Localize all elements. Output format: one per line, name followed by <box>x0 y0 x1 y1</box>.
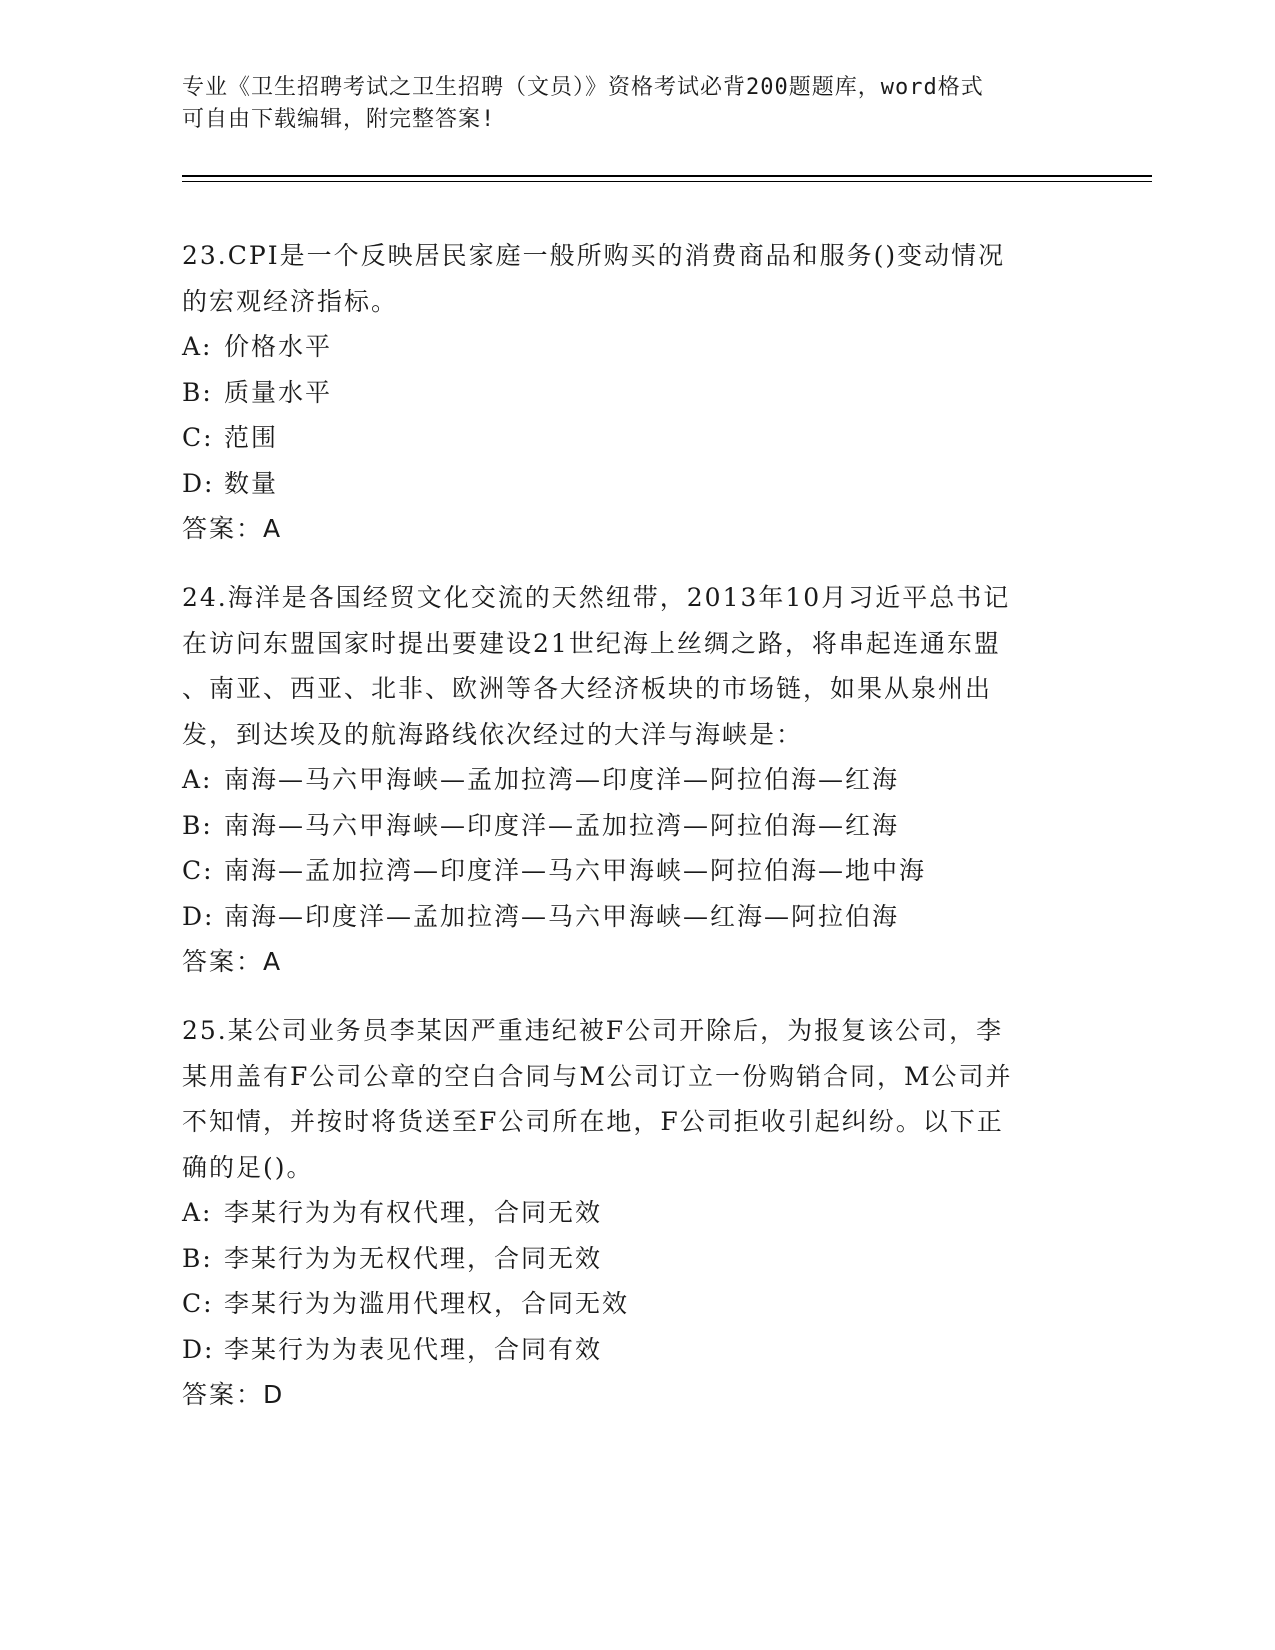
option-text: 价格水平 <box>224 332 333 361</box>
question-stem-line: 在访问东盟国家时提出要建设21世纪海上丝绸之路，将串起连通东盟 <box>182 628 1001 658</box>
question-stem-line: 24.海洋是各国经贸文化交流的天然纽带，2013年10月习近平总书记 <box>182 583 1011 612</box>
header-line-2: 可自由下载编辑，附完整答案! <box>182 107 496 132</box>
option-d <box>182 461 1082 507</box>
question-25 <box>182 1008 1082 1418</box>
answer-label: 答案：A <box>182 947 283 976</box>
option-text: 李某行为为有权代理，合同无效 <box>224 1198 603 1227</box>
option-c <box>182 848 1082 894</box>
option-b <box>182 370 1082 416</box>
header-rule-thin <box>182 181 1152 182</box>
question-24 <box>182 575 1082 985</box>
answer-label: 答案：D <box>182 1380 285 1409</box>
option-key: D: <box>182 1334 215 1364</box>
option-d <box>182 1327 1082 1373</box>
answer-label: 答案：A <box>182 514 283 543</box>
header-rule-thick <box>182 175 1152 177</box>
option-a <box>182 1190 1082 1236</box>
option-text: 南海—马六甲海峡—印度洋—孟加拉湾—阿拉伯海—红海 <box>224 810 900 840</box>
option-key: A: <box>182 1198 213 1227</box>
option-key: D: <box>182 468 215 498</box>
option-b <box>182 1236 1082 1282</box>
question-stem-line: 25.某公司业务员李某因严重违纪被F公司开除后，为报复该公司，李 <box>182 1016 1004 1045</box>
question-stem-line: 不知情，并按时将货送至F公司所在地，F公司拒收引起纠纷。以下正 <box>182 1107 1004 1136</box>
option-key: A: <box>182 332 213 361</box>
option-a <box>182 324 1082 370</box>
document-header <box>182 72 1062 136</box>
option-key: A: <box>182 765 213 794</box>
question-stem-line: 的宏观经济指标。 <box>182 286 399 316</box>
option-key: C: <box>182 856 214 885</box>
option-key: C: <box>182 1289 214 1318</box>
option-key: B: <box>182 1243 213 1273</box>
option-text: 南海—印度洋—孟加拉湾—马六甲海峡—红海—阿拉伯海 <box>224 901 900 931</box>
option-b <box>182 803 1082 849</box>
question-stem-line: 23.CPI是一个反映居民家庭一般所购买的消费商品和服务()变动情况 <box>182 241 1006 270</box>
option-a <box>182 757 1082 803</box>
option-key: B: <box>182 810 213 840</box>
option-text: 李某行为为表见代理，合同有效 <box>224 1334 603 1364</box>
option-key: C: <box>182 423 214 452</box>
option-c <box>182 415 1082 461</box>
header-line-1: 专业《卫生招聘考试之卫生招聘（文员）》资格考试必背200题题库，word格式 <box>182 75 984 100</box>
option-key: D: <box>182 901 215 931</box>
option-text: 李某行为为滥用代理权，合同无效 <box>224 1289 630 1318</box>
option-text: 南海—马六甲海峡—孟加拉湾—印度洋—阿拉伯海—红海 <box>224 765 900 794</box>
option-d <box>182 894 1082 940</box>
question-stem-line: 某用盖有F公司公章的空白合同与M公司订立一份购销合同，M公司并 <box>182 1061 1013 1091</box>
question-stem-line: 发，到达埃及的航海路线依次经过的大洋与海峡是： <box>182 719 804 749</box>
question-stem-line: 确的足()。 <box>182 1152 314 1182</box>
question-23 <box>182 233 1082 552</box>
option-text: 范围 <box>224 423 279 452</box>
option-c <box>182 1281 1082 1327</box>
option-text: 南海—孟加拉湾—印度洋—马六甲海峡—阿拉伯海—地中海 <box>224 856 927 885</box>
question-stem-line: 、南亚、西亚、北非、欧洲等各大经济板块的市场链，如果从泉州出 <box>182 674 993 703</box>
option-text: 数量 <box>224 468 279 498</box>
option-key: B: <box>182 377 213 407</box>
option-text: 李某行为为无权代理，合同无效 <box>224 1243 603 1273</box>
option-text: 质量水平 <box>224 377 333 407</box>
